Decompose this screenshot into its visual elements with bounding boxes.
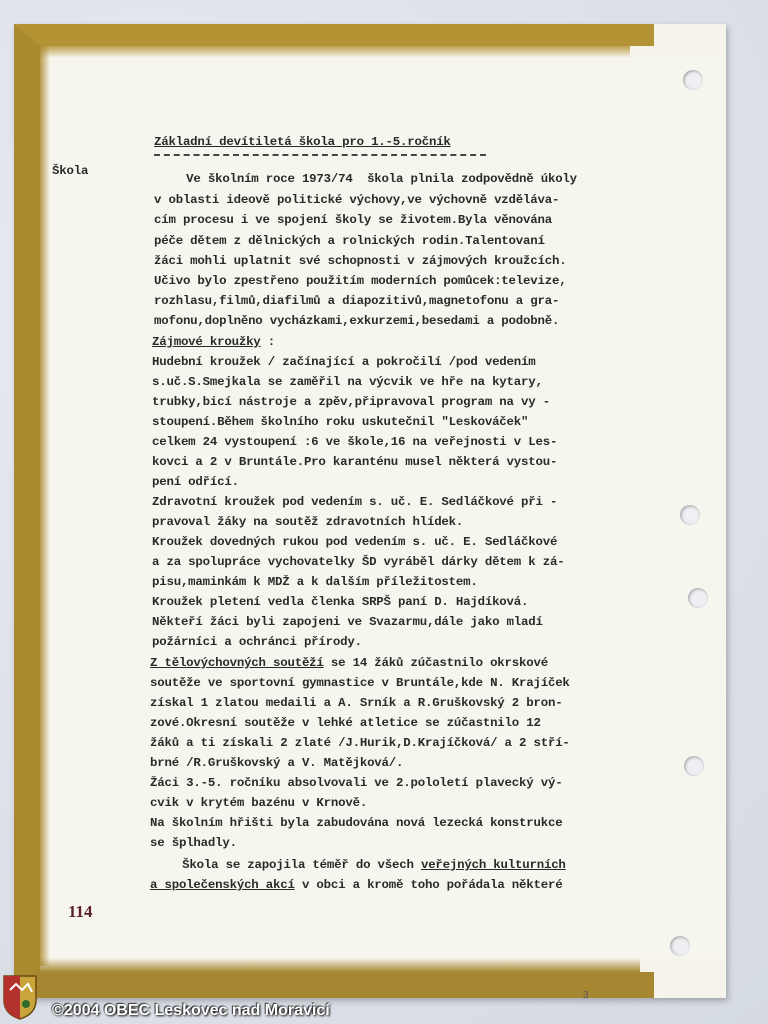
text-line [150, 878, 562, 892]
section-title-line [150, 656, 548, 670]
text-line: v oblasti ideově politické výchovy,ve výchovně vzděláva- [154, 193, 560, 207]
binder-hole-2 [680, 505, 700, 525]
text-line: pisu,maminkám k MDŽ a k dalším příležitostem. [152, 575, 478, 589]
text-line: Na školním hřišti byla zabudována nová lezecká konstrukce [150, 816, 563, 830]
text-line: Hudební kroužek / začínající a pokročilí /pod vedením [152, 355, 536, 369]
text-line: žáků a ti získali 2 zlaté /J.Hurik,D.Krajíčková/ a 2 stří- [150, 736, 570, 750]
text-line: soutěže ve sportovní gymnastice v Bruntále,kde N. Krajíček [150, 676, 570, 690]
binder-hole-5 [670, 936, 690, 956]
section-text: se 14 žáků zúčastnilo okrskové [323, 656, 548, 670]
section-title-telovychovne-souteze: Z tělovýchovných soutěží [150, 656, 324, 670]
coat-of-arms-icon [2, 974, 38, 1020]
text-line: cvik v krytém bazénu v Krnově. [150, 796, 368, 810]
gold-edge-bottom [40, 958, 640, 972]
document-heading: Základní devítiletá škola pro 1.-5.ročník [154, 135, 451, 149]
text-line: získal 1 zlatou medaili a A. Srník a R.Gruškovský 2 bron- [150, 696, 563, 710]
text-line: Kroužek pletení vedla členka SRPŠ paní D. Hajdíková. [152, 595, 529, 609]
text-line: zové.Okresní soutěže v lehké atletice se zúčastnilo 12 [150, 716, 541, 730]
gold-edge-top [40, 44, 630, 58]
text-line [146, 858, 566, 872]
small-page-mark: 3 [583, 990, 589, 1001]
text-line: požárníci a ochránci přírody. [152, 635, 362, 649]
text-line: stoupení.Během školního roku uskutečnil "Leskováček" [152, 415, 529, 429]
section-title-colon: : [260, 335, 276, 349]
text-line: rozhlasu,filmů,diafilmů a diapozitivů,magnetofonu a gra- [154, 294, 560, 308]
text-line: a za spolupráce vychovatelky ŠD vyráběl dárky dětem k zá- [152, 555, 565, 569]
text-line: žáci mohli uplatnit své schopnosti v zájmových kroužcích. [154, 254, 567, 268]
heading-rule [154, 154, 486, 156]
last-line-suffix: v obci a kromě toho pořádala některé [294, 878, 563, 892]
text-line: Někteří žáci byli zapojeni ve Svazarmu,dále jako mladí [152, 615, 543, 629]
text-line: pravoval žáky na soutěž zdravotních hlídek. [152, 515, 464, 529]
binder-hole-4 [684, 756, 704, 776]
text-line: Zdravotní kroužek pod vedením s. uč. E. Sedláčkové při - [152, 495, 558, 509]
page-number: 114 [68, 902, 93, 921]
text-line: mofonu,doplněno vycházkami,exkurzemi,besedami a podobně. [154, 314, 560, 328]
binder-hole-1 [683, 70, 703, 90]
text-line: celkem 24 vystoupení :6 ve škole,16 na veřejnosti v Les- [152, 435, 558, 449]
last-line-prefix: Škola se zapojila téměř do všech [146, 858, 421, 872]
text-line: Kroužek dovedných rukou pod vedením s. uč. E. Sedláčkové [152, 535, 558, 549]
text-line: Učivo bylo zpestřeno použitím moderních pomůcek:televize, [154, 274, 567, 288]
gold-edge-left [38, 46, 50, 966]
text-line: péče dětem z dělnických a rolnických rodin.Talentovaní [154, 234, 545, 248]
text-line: pení odřící. [152, 475, 239, 489]
text-line: se šplhadly. [150, 836, 237, 850]
text-line: kovci a 2 v Bruntále.Pro karanténu musel některá vystou- [152, 455, 558, 469]
binder-hole-3 [688, 588, 708, 608]
text-line: s.uč.S.Smejkala se zaměřil na výcvik ve hře na kytary, [152, 375, 543, 389]
copyright-text: ©2004 OBEC Leskovec nad Moravicí [52, 1002, 330, 1019]
underlined-phrase: a společenských akcí [150, 878, 295, 892]
margin-label: Škola [52, 164, 89, 178]
text-line: Žáci 3.-5. ročníku absolvovali ve 2.pololetí plavecký vý- [150, 776, 563, 790]
text-line: brné /R.Gruškovský a V. Matějková/. [150, 756, 404, 770]
underlined-phrase: veřejných kulturních [420, 858, 566, 872]
section-title-line [152, 335, 275, 349]
section-title-zajmove-krouzky: Zájmové kroužky [152, 335, 261, 349]
text-line: Ve školním roce 1973/74 škola plnila zodpovědně úkoly [150, 172, 577, 186]
text-line: trubky,bicí nástroje a zpěv,připravoval program na vy - [152, 395, 550, 409]
text-line: cím procesu i ve spojení školy se životem.Byla věnována [154, 213, 552, 227]
